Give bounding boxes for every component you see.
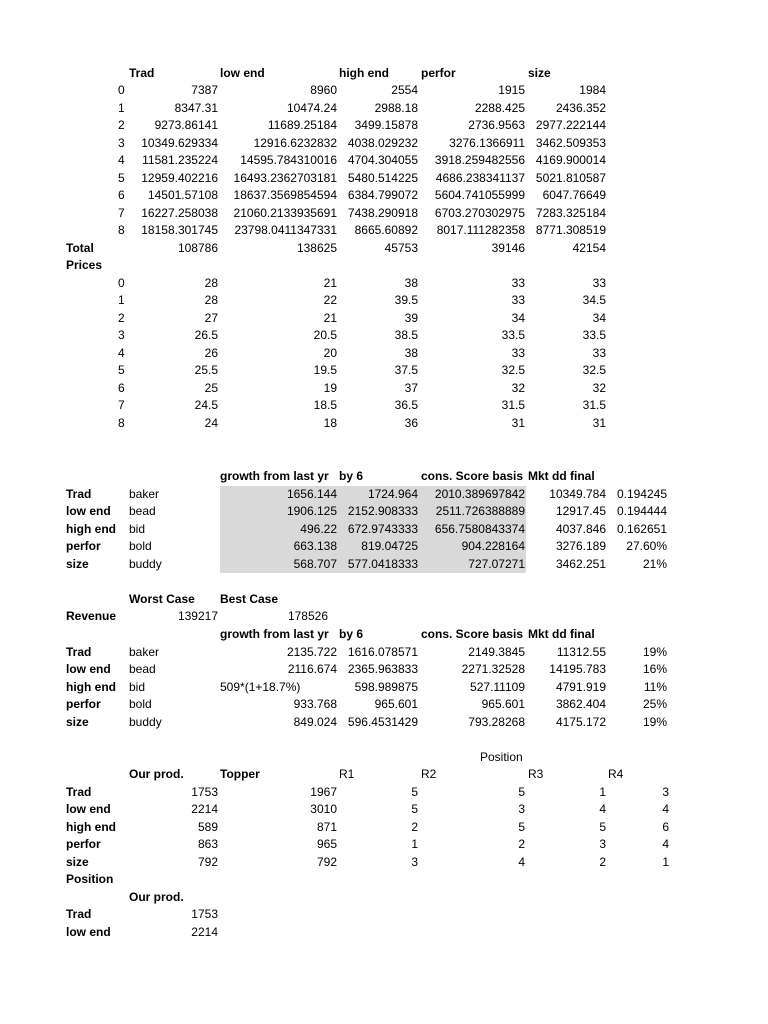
price-cell: 26.5 [194,328,218,342]
share-cell: 11% [643,679,667,694]
sales-cell: 3499.15878 [354,118,418,132]
position-cell: 5 [411,802,418,816]
sales-cell: 8017.111282358 [436,223,525,237]
price-cell: 38.5 [394,328,418,342]
product-name: bid [129,521,146,536]
sales-cell: 4704.304055 [347,153,418,167]
cons-score-cell: 2149.3845 [468,644,525,659]
sales-cell: 2436.352 [555,100,606,115]
price-cell: 32 [592,380,606,395]
product-name: buddy [129,714,162,729]
position-title: Position [480,750,523,764]
position-cell: 5 [599,819,606,834]
price-cell: 38 [404,345,418,360]
segment-label: size [66,714,89,729]
growth-header: by 6 [339,469,364,483]
mkt-dd-cell: 4037.846 [555,521,606,536]
best-case-value: 178526 [287,609,328,623]
sales-cell: 1915 [498,83,525,97]
product-name: bid [129,679,146,694]
sales-cell: 5480.514225 [347,170,418,185]
growth-header: Mkt dd final [528,469,595,483]
worst-case-label: Worst Case [129,592,195,606]
sales-header: high end [339,66,389,80]
segment-label: low end [66,662,111,676]
sales-cell: 7438.290918 [347,205,418,220]
price-cell: 37 [404,380,418,395]
price-cell: 31.5 [501,398,525,412]
position-cell: 4 [662,802,669,816]
price-cell: 36.5 [394,398,418,412]
row-index: 2 [118,118,125,132]
sales-cell: 16493.2362703181 [233,170,337,185]
share-cell: 0.194444 [616,504,667,518]
position-cell: 792 [197,854,218,869]
sales-cell: 5604.741055999 [434,188,525,202]
total-cell: 42154 [572,240,606,255]
price-cell: 31 [592,415,606,430]
growth-cell: 849.024 [293,714,337,729]
product-name: baker [129,486,160,501]
position-cell: 1753 [191,784,218,799]
mkt-dd-cell: 4791.919 [555,679,606,694]
price-cell: 32 [511,380,525,395]
row-index: 5 [118,170,125,185]
price-cell: 34.5 [582,293,606,307]
sales-cell: 2736.9563 [468,118,525,132]
by6-cell: 1724.964 [367,486,418,501]
cons-score-cell: 793.28268 [468,714,525,729]
segment-label: low end [66,504,111,518]
sales-cell: 4038.029232 [347,135,418,150]
by6-cell: 2365.963833 [347,662,418,676]
sales-cell: 4686.238341137 [435,170,525,185]
sales-header: low end [220,66,265,80]
position-cell: 1 [662,854,669,869]
total-cell: 45753 [384,240,418,255]
share-cell: 0.194245 [616,486,667,501]
sales-cell: 5021.810587 [535,170,606,185]
position-header: Our prod. [129,767,184,781]
mkt-dd-cell: 11312.55 [556,644,606,659]
segment-label: Trad [66,644,92,659]
segment-label: low end [66,802,111,816]
price-cell: 19.5 [313,363,337,377]
row-index: 2 [118,310,125,325]
mkt-dd-cell: 3462.251 [555,556,606,571]
sales-cell: 14501.57108 [147,188,218,202]
sales-cell: 7283.325184 [535,205,606,220]
price-cell: 31.5 [582,398,606,412]
share-cell: 0.162651 [616,521,667,536]
price-cell: 33 [511,293,525,307]
product-name: baker [129,644,160,659]
position-cell: 589 [197,819,218,834]
price-cell: 24 [204,415,218,430]
mkt-dd-cell: 10349.784 [549,486,606,501]
position-cell: 1 [411,837,418,851]
price-cell: 20.5 [313,328,337,342]
product-name: bead [129,662,156,676]
sales-cell: 2288.425 [474,100,525,115]
sales-cell: 2554 [391,83,418,97]
growth-header: cons. Score basis [421,469,524,483]
sales-cell: 8347.31 [174,100,218,115]
cons-score-cell: 2010.389697842 [434,486,525,501]
segment-label: Trad [66,784,92,799]
row-index: 3 [118,135,125,150]
position-cell: 5 [518,784,525,799]
row-index: 8 [118,415,125,430]
segment-label: perfor [66,539,101,553]
row-index: 0 [118,83,125,97]
sales-cell: 8960 [310,83,337,97]
product-name: buddy [129,556,162,571]
price-cell: 27 [204,310,218,325]
sales-cell: 4169.900014 [535,153,606,167]
sales-cell: 12916.6232832 [253,135,337,150]
sales-cell: 11581.235224 [142,153,218,167]
by6-cell: 819.04725 [361,539,418,553]
sales-cell: 3918.259482556 [434,153,525,167]
sales-cell: 18158.301745 [141,223,218,237]
sales-cell: 6703.270302975 [434,205,525,220]
position-header: Topper [220,767,260,781]
growth-cell: 509*(1+18.7%) [220,679,301,694]
row-index: 7 [118,398,125,412]
row-index: 7 [118,205,125,220]
position-cell: 2214 [191,802,218,816]
growth-cell: 1906.125 [286,504,337,518]
best-case-label: Best Case [220,592,279,606]
price-cell: 21 [323,310,337,325]
sales-header: Trad [129,66,155,80]
row-index: 4 [118,345,125,360]
position-cell: 6 [662,819,669,834]
price-cell: 33 [511,345,525,360]
prices-label: Prices [66,258,103,272]
price-cell: 22 [323,293,337,307]
position-cell: 2 [411,819,418,834]
row-index: 1 [118,100,125,115]
row-index: 0 [118,275,125,290]
price-cell: 25 [204,380,218,395]
row-index: 6 [118,380,125,395]
sales-cell: 8771.308519 [535,223,606,237]
cons-score-cell: 965.601 [481,697,525,711]
price-cell: 28 [204,293,218,307]
total-cell: 108786 [177,240,218,255]
segment-label: Trad [66,486,92,501]
cons-score-cell: 527.11109 [470,679,525,694]
product-name: bead [129,504,156,518]
position-cell: 4 [518,854,525,869]
share-cell: 16% [642,662,667,676]
price-cell: 18 [323,415,337,430]
price-cell: 33.5 [501,328,525,342]
position-cell: 871 [316,819,337,834]
cons-score-cell: 2511.726388889 [435,504,525,518]
price-cell: 31 [511,415,525,430]
growth-header: growth from last yr [220,627,329,641]
row-index: 6 [118,188,125,202]
position-cell: 2 [599,854,606,869]
price-cell: 33 [592,345,606,360]
position-cell: 4 [599,802,606,816]
segment-label: size [66,556,89,571]
mkt-dd-cell: 14195.783 [549,662,606,676]
sales-cell: 21060.2133935691 [233,205,337,220]
sales-cell: 9273.86141 [154,118,218,132]
growth-cell: 568.707 [293,556,337,571]
price-cell: 33.5 [582,328,606,342]
mkt-dd-cell: 3862.404 [555,697,606,711]
price-cell: 25.5 [194,363,218,377]
sales-cell: 3462.509353 [535,135,606,150]
price-cell: 32.5 [501,363,525,377]
growth-cell: 2116.674 [287,662,337,676]
sales-cell: 12959.402216 [141,170,218,185]
price-cell: 28 [204,275,218,290]
position-cell: 2214 [191,924,218,939]
segment-label: high end [66,679,116,694]
share-cell: 27.60% [626,539,667,553]
sales-cell: 11689.25184 [267,118,337,132]
by6-cell: 596.4531429 [347,714,418,729]
segment-label: perfor [66,697,101,711]
price-cell: 19 [323,380,337,395]
price-cell: 20 [323,345,337,360]
growth-cell: 496.22 [300,521,337,536]
price-cell: 18.5 [313,398,337,412]
cons-score-cell: 2271.32528 [461,662,525,676]
position-cell: 3010 [310,802,337,816]
sales-cell: 10349.629334 [141,135,218,150]
price-cell: 21 [323,275,337,290]
price-cell: 37.5 [394,363,418,377]
growth-header: cons. Score basis [421,627,524,641]
position-cell: 4 [662,837,669,851]
share-cell: 25% [642,697,667,711]
sales-cell: 2977.222144 [535,118,606,132]
by6-cell: 577.0418333 [347,556,418,571]
share-cell: 19% [642,714,667,729]
cons-score-cell: 727.07271 [468,556,525,571]
position-header: Our prod. [129,889,184,904]
by6-cell: 1616.078571 [347,644,418,659]
total-cell: 39146 [491,240,525,255]
price-cell: 33 [592,275,606,290]
sales-cell: 7387 [191,83,218,97]
row-index: 5 [118,363,125,377]
sales-cell: 16227.258038 [141,205,218,220]
position-header: R4 [608,767,624,781]
price-cell: 26 [204,345,218,360]
mkt-dd-cell: 4175.172 [555,714,606,729]
growth-cell: 933.768 [293,697,337,711]
position-cell: 792 [316,854,337,869]
by6-cell: 965.601 [374,697,418,711]
growth-cell: 1656.144 [286,486,337,501]
row-index: 1 [118,293,125,307]
mkt-dd-cell: 3276.189 [555,539,606,553]
product-name: bold [129,539,152,553]
position-cell: 5 [518,819,525,834]
price-cell: 34 [592,310,606,325]
price-cell: 24.5 [194,398,218,412]
position-header: R1 [339,767,355,781]
by6-cell: 598.989875 [354,679,418,694]
price-cell: 34 [511,310,525,325]
sales-cell: 3276.1366911 [449,135,525,150]
position-cell: 863 [197,837,218,851]
segment-label: low end [66,924,111,939]
growth-cell: 663.138 [293,539,337,553]
position-cell: 3 [518,802,525,816]
sales-header: perfor [421,66,456,80]
price-cell: 39.5 [394,293,418,307]
sales-cell: 8665.60892 [354,223,418,237]
product-name: bold [129,697,152,711]
position-cell: 965 [316,837,337,851]
sales-cell: 6384.799072 [347,188,418,202]
position-cell: 3 [411,854,418,869]
position-cell: 3 [662,784,669,799]
total-cell: 138625 [296,240,337,255]
position-cell: 1753 [191,907,218,921]
position-cell: 1967 [310,784,337,799]
sales-cell: 23798.0411347331 [234,223,337,237]
position-cell: 1 [599,784,606,799]
position-header: R3 [528,767,544,781]
growth-header: Mkt dd final [528,627,595,641]
price-cell: 33 [511,275,525,290]
cons-score-cell: 656.7580843374 [434,521,525,536]
sales-cell: 10474.24 [286,100,337,115]
price-cell: 32.5 [582,363,606,377]
sales-cell: 6047.76649 [542,188,606,202]
total-label: Total [66,240,94,255]
cons-score-cell: 904.228164 [461,539,525,553]
row-index: 4 [118,153,125,167]
segment-label: high end [66,819,116,834]
growth-header: by 6 [339,627,364,641]
segment-label: Trad [66,907,92,921]
position-cell: 5 [411,784,418,799]
segment-label: perfor [66,837,101,851]
price-cell: 36 [404,415,418,430]
sales-cell: 1984 [579,83,606,97]
sales-cell: 18637.3569854594 [233,188,337,202]
price-cell: 38 [404,275,418,290]
position-cell: 3 [599,837,606,851]
row-index: 8 [118,223,125,237]
revenue-label: Revenue [66,609,117,623]
segment-label: size [66,854,89,869]
price-cell: 39 [404,310,418,325]
share-cell: 21% [642,556,667,571]
mkt-dd-cell: 12917.45 [555,504,606,518]
position-label: Position [66,872,114,886]
sales-cell: 14595.784310016 [240,153,337,167]
sales-header: size [528,66,551,80]
position-header: R2 [421,767,437,781]
growth-cell: 2135.722 [286,644,337,659]
segment-label: high end [66,521,116,536]
by6-cell: 672.9743333 [347,521,418,536]
row-index: 3 [118,328,125,342]
growth-header: growth from last yr [220,469,329,483]
position-cell: 2 [518,837,525,851]
worst-case-value: 139217 [177,609,218,623]
by6-cell: 2152.908333 [347,504,418,518]
sales-cell: 2988.18 [374,100,418,115]
share-cell: 19% [642,644,667,659]
